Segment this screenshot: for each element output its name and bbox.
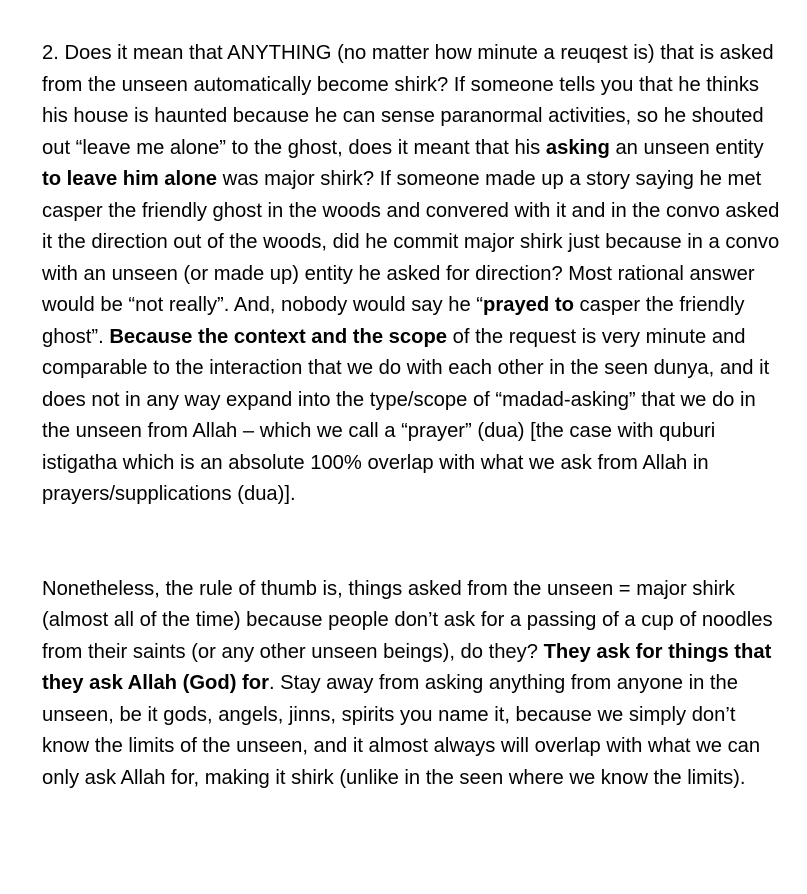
- bold-phrase-context-scope: Because the context and the scope: [109, 325, 448, 348]
- bold-phrase-prayed-to: prayed to: [483, 294, 574, 316]
- paragraph-2: [42, 574, 782, 795]
- paragraph-1: [42, 38, 782, 511]
- paragraph-1-text: an unseen entity: [609, 136, 764, 159]
- paragraph-1-text: of the request is very minute and comparable to the interaction that we do with each other in the seen dunya, and it does not in any way expand into the type/scope of “madad-asking” that we do in the unseen from Allah – which we call a “prayer” (dua) [the case with quburi istigatha which is an absolute 100% overlap with what we ask from Allah in prayers/supplications (dua)].: [42, 325, 770, 505]
- bold-phrase-leave-alone: to leave him alone: [42, 168, 218, 190]
- document-page: [42, 38, 782, 794]
- paragraph-2-text: Nonetheless, the rule of thumb is, things asked from the unseen = major shirk (almost all of the time) because people don’t ask for a passing of a cup of noodles from their saints (or any other unseen beings), do they?: [42, 577, 773, 663]
- bold-phrase-asking: asking: [545, 136, 610, 159]
- paragraph-2-text: . Stay away from asking anything from anyone in the unseen, be it gods, angels, jinns, spirits you name it, because we simply don’t know the limits of the unseen, and it almost always will overlap with what we can only ask Allah for, making it shirk (unlike in the seen where we know the limits).: [42, 672, 761, 789]
- paragraph-1-text: 2. Does it mean that ANYTHING (no matter how minute a reuqest is) that is asked from the unseen automatically become shirk? If someone tells you that he thinks his house is haunted because he can sense paranormal activities, so he shouted out “leave me alone” to the ghost, does it meant that his: [42, 42, 774, 159]
- paragraph-1-text: casper the friendly ghost”.: [42, 294, 745, 348]
- bold-phrase-ask-allah: They ask for things that they ask Allah (God) for: [42, 640, 772, 694]
- paragraph-1-text: was major shirk? If someone made up a story saying he met casper the friendly ghost in the woods and convered with it and in the convo asked it the direction out of the woods, did he commit major shirk just because in a convo with an unseen (or made up) entity he asked for direction? Most rational answer would be “not really”. And, nobody would say he “: [42, 168, 780, 316]
